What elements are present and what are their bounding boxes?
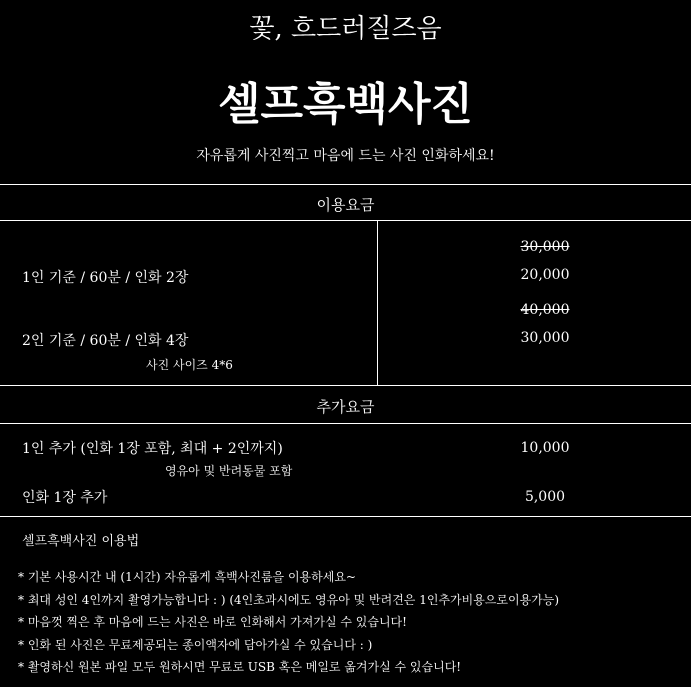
usage-heading: 셀프흑백사진 이용법	[22, 534, 140, 549]
price-row-label: 1인 기준 / 60분 / 인화 2장	[22, 270, 189, 286]
divider	[0, 385, 691, 386]
photo-size-note: 사진 사이즈 4*6	[146, 358, 233, 372]
subtitle: 꽃, 흐드러질즈음	[249, 14, 442, 44]
usage-list	[18, 566, 559, 679]
list-item: * 마음껏 찍은 후 마음에 드는 사진은 바로 인화해서 가져가실 수 있습니다!	[18, 615, 407, 629]
divider	[0, 423, 691, 424]
price-row-label: 2인 기준 / 60분 / 인화 4장	[22, 333, 189, 349]
old-price: 40,000	[520, 302, 570, 318]
extra-row-label: 인화 1장 추가	[22, 490, 108, 506]
divider	[0, 220, 691, 221]
extra-heading: 추가요금	[316, 398, 375, 416]
old-price: 30,000	[520, 239, 570, 255]
list-item: * 최대 성인 4인까지 촬영가능합니다 : ) (4인초과시에도 영유아 및 반려견은 1인추가비용으로이용가능)	[18, 592, 560, 607]
tagline: 자유롭게 사진찍고 마음에 드는 사진 인화하세요!	[196, 148, 495, 164]
price-value: 5,000	[524, 489, 566, 505]
pricing-heading: 이용요금	[316, 196, 375, 214]
list-item: * 인화 된 사진은 무료제공되는 종이액자에 담아가실 수 있습니다 : )	[18, 637, 373, 652]
list-item: * 촬영하신 원본 파일 모두 원하시면 무료로 USB 혹은 메일로 옮겨가실 수 있습니다!	[18, 660, 462, 674]
list-item: * 기본 사용시간 내 (1시간) 자유롭게 흑백사진룸을 이용하세요~	[18, 570, 356, 584]
extra-row-sub: 영유아 및 반려동물 포함	[165, 464, 293, 478]
divider	[0, 516, 691, 517]
page-title: 셀프흑백사진	[217, 79, 474, 130]
price-value: 10,000	[520, 440, 570, 456]
divider	[0, 184, 691, 185]
price-value: 20,000	[520, 267, 570, 283]
price-value: 30,000	[520, 330, 570, 346]
column-divider	[377, 220, 378, 385]
extra-row-label: 1인 추가 (인화 1장 포함, 최대 + 2인까지)	[22, 441, 283, 457]
